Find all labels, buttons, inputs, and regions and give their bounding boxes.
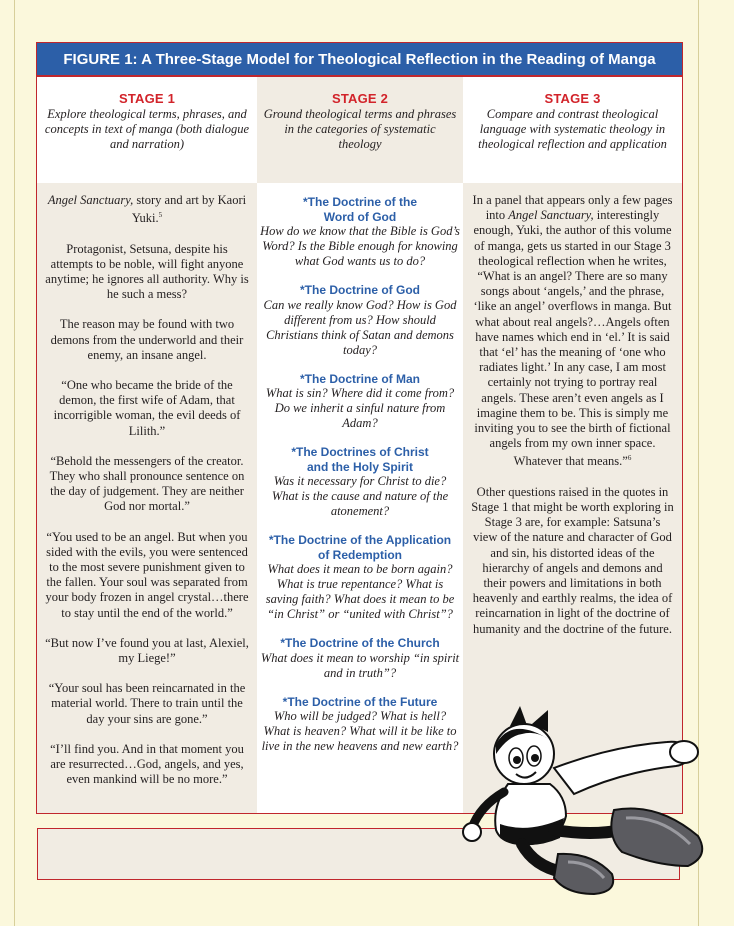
figure-title: FIGURE 1: A Three-Stage Model for Theological Reflection in the Reading of Manga — [37, 43, 682, 77]
stage1-work-credit — [37, 193, 257, 227]
stage2-body — [257, 183, 463, 813]
stage3-quote: interestingly enough, Yuki, the author of this volume of manga, gets us started in our Stage 3 theological reflection when he writes, “What is an angel? There are so many songs about ‘angels,’ and the phrase, ‘like an angel’ overflows in manga. But what about real angels?…Angels often have names which end in ‘el.’ It is said that ‘el’ has the meaning of ‘one who radiates light.’ In any case, I am most certainly not trying to portray real angels. These aren’t even angels as I imagine them to be. This is simply me inviting you to see the birth of fictional angels from my own inner space. Whatever that means.” — [473, 208, 672, 469]
stage3-paragraph-2: Other questions raised in the quotes in Stage 1 that might be worth exploring in Stage 3 are, for example: Satsuna’s view of the nature and character of God and sin, his distorted ideas of the hierarchy of angels and demons and their powers and limitations in both heavenly and earthly realms, the idea of reincarnation in light of the doctrine of humanity and the doctrine of the future. — [471, 484, 674, 636]
doctrines-christ-holy-spirit — [257, 445, 463, 519]
doctrine-title: *The Doctrine of the Word of God — [302, 195, 417, 224]
work-title: Angel Sanctuary, — [47, 193, 134, 207]
stage1-paragraph: The reason may be found with two demons from the underworld and their enemy, an insane angel. — [50, 317, 244, 362]
footnote-6: 6 — [627, 454, 632, 463]
footnote-5: 5 — [158, 211, 163, 220]
doctrine-questions: What does it mean to worship “in spirit and in truth”? — [260, 650, 460, 680]
stage3-paragraph-1 — [463, 193, 682, 470]
doctrine-title: *The Doctrines of Christ and the Holy Spirit — [291, 445, 429, 474]
stage1-description: Explore theological terms, phrases, and concepts in text of manga (both dialogue and narration) — [44, 107, 250, 151]
doctrine-of-future — [257, 695, 463, 755]
doctrine-questions: What is sin? Where did it come from? Do we inherit a sinful nature from Adam? — [265, 386, 455, 430]
stage1-paragraph: Protagonist, Setsuna, despite his attempts to be noble, will fight anyone anytime; he ignores all authority. Why is he such a mess? — [45, 241, 249, 302]
stage3-header — [463, 77, 682, 183]
stage3-intro: In a panel that appears only a few pages into — [472, 193, 673, 223]
doctrine-questions: Was it necessary for Christ to die? What is the cause and nature of the atonement? — [271, 474, 449, 518]
stage1-quote: “But now I’ve found you at last, Alexiel, my Liege!” — [45, 635, 249, 666]
page-margin-rule-left — [14, 0, 15, 926]
stage1-quote: “Your soul has been reincarnated in the material world. There to train until the day your sins are gone.” — [48, 681, 246, 726]
stage1-quote: “Behold the messengers of the creator. They who shall pronounce sentence on the day of judgement. They are neither God nor mortal.” — [49, 453, 245, 514]
stage1-body — [37, 183, 257, 813]
work-title: Angel Sanctuary, — [508, 208, 594, 223]
stage1-header — [37, 77, 257, 183]
stage2-description: Ground theological terms and phrases in the categories of systematic theology — [263, 107, 457, 151]
doctrine-questions: Can we really know God? How is God different from us? How should Christians think of Satan and demons today? — [263, 297, 457, 357]
stage3-label: STAGE 3 — [544, 91, 601, 106]
doctrine-questions: Who will be judged? What is hell? What is heaven? What will it be like to live in the new heavens and new earth? — [261, 709, 459, 753]
stage2-header — [257, 77, 463, 183]
doctrine-title: *The Doctrine of the Application of Redemption — [268, 533, 452, 562]
doctrine-title: *The Doctrine of the Church — [280, 636, 440, 650]
doctrine-word-of-god — [257, 195, 463, 269]
stage1-label: STAGE 1 — [118, 91, 176, 106]
stage3-description: Compare and contrast theological language with systematic theology in theological reflection and application — [478, 107, 667, 151]
doctrine-title: *The Doctrine of the Future — [282, 694, 438, 709]
doctrine-of-god — [257, 283, 463, 358]
doctrine-application-redemption — [257, 533, 463, 622]
doctrine-of-man — [257, 372, 463, 432]
work-credit-text: story and art by Kaori Yuki. — [131, 193, 247, 226]
doctrine-questions: How do we know that the Bible is God’s Word? Is the Bible enough for knowing what God wants us to do? — [260, 224, 460, 268]
doctrine-title: *The Doctrine of Man — [299, 371, 420, 386]
stage1-quote: “One who became the bride of the demon, the first wife of Adam, that incorrigible woman, the evil deeds of Lilith.” — [53, 377, 241, 438]
stage1-quote: “I’ll find you. And in that moment you are resurrected…God, angels, and yes, even mankind will be no more.” — [50, 741, 244, 787]
astro-boy-illustration — [462, 706, 722, 896]
doctrine-of-church — [257, 636, 463, 681]
doctrine-title: *The Doctrine of God — [300, 283, 420, 297]
stage1-quote: “You used to be an angel. But when you sided with the evils, you were sentenced to the most severe punishment given to the fallen. Your soul was separated from your body frozen in angel crystal…there to stay until the end of the world.” — [45, 529, 249, 620]
stage2-label: STAGE 2 — [331, 91, 389, 106]
doctrine-questions: What does it mean to be born again? What is true repentance? What is saving faith? What does it mean to be “in Christ” or “united with Christ”? — [265, 562, 455, 621]
figure-table — [36, 42, 683, 814]
